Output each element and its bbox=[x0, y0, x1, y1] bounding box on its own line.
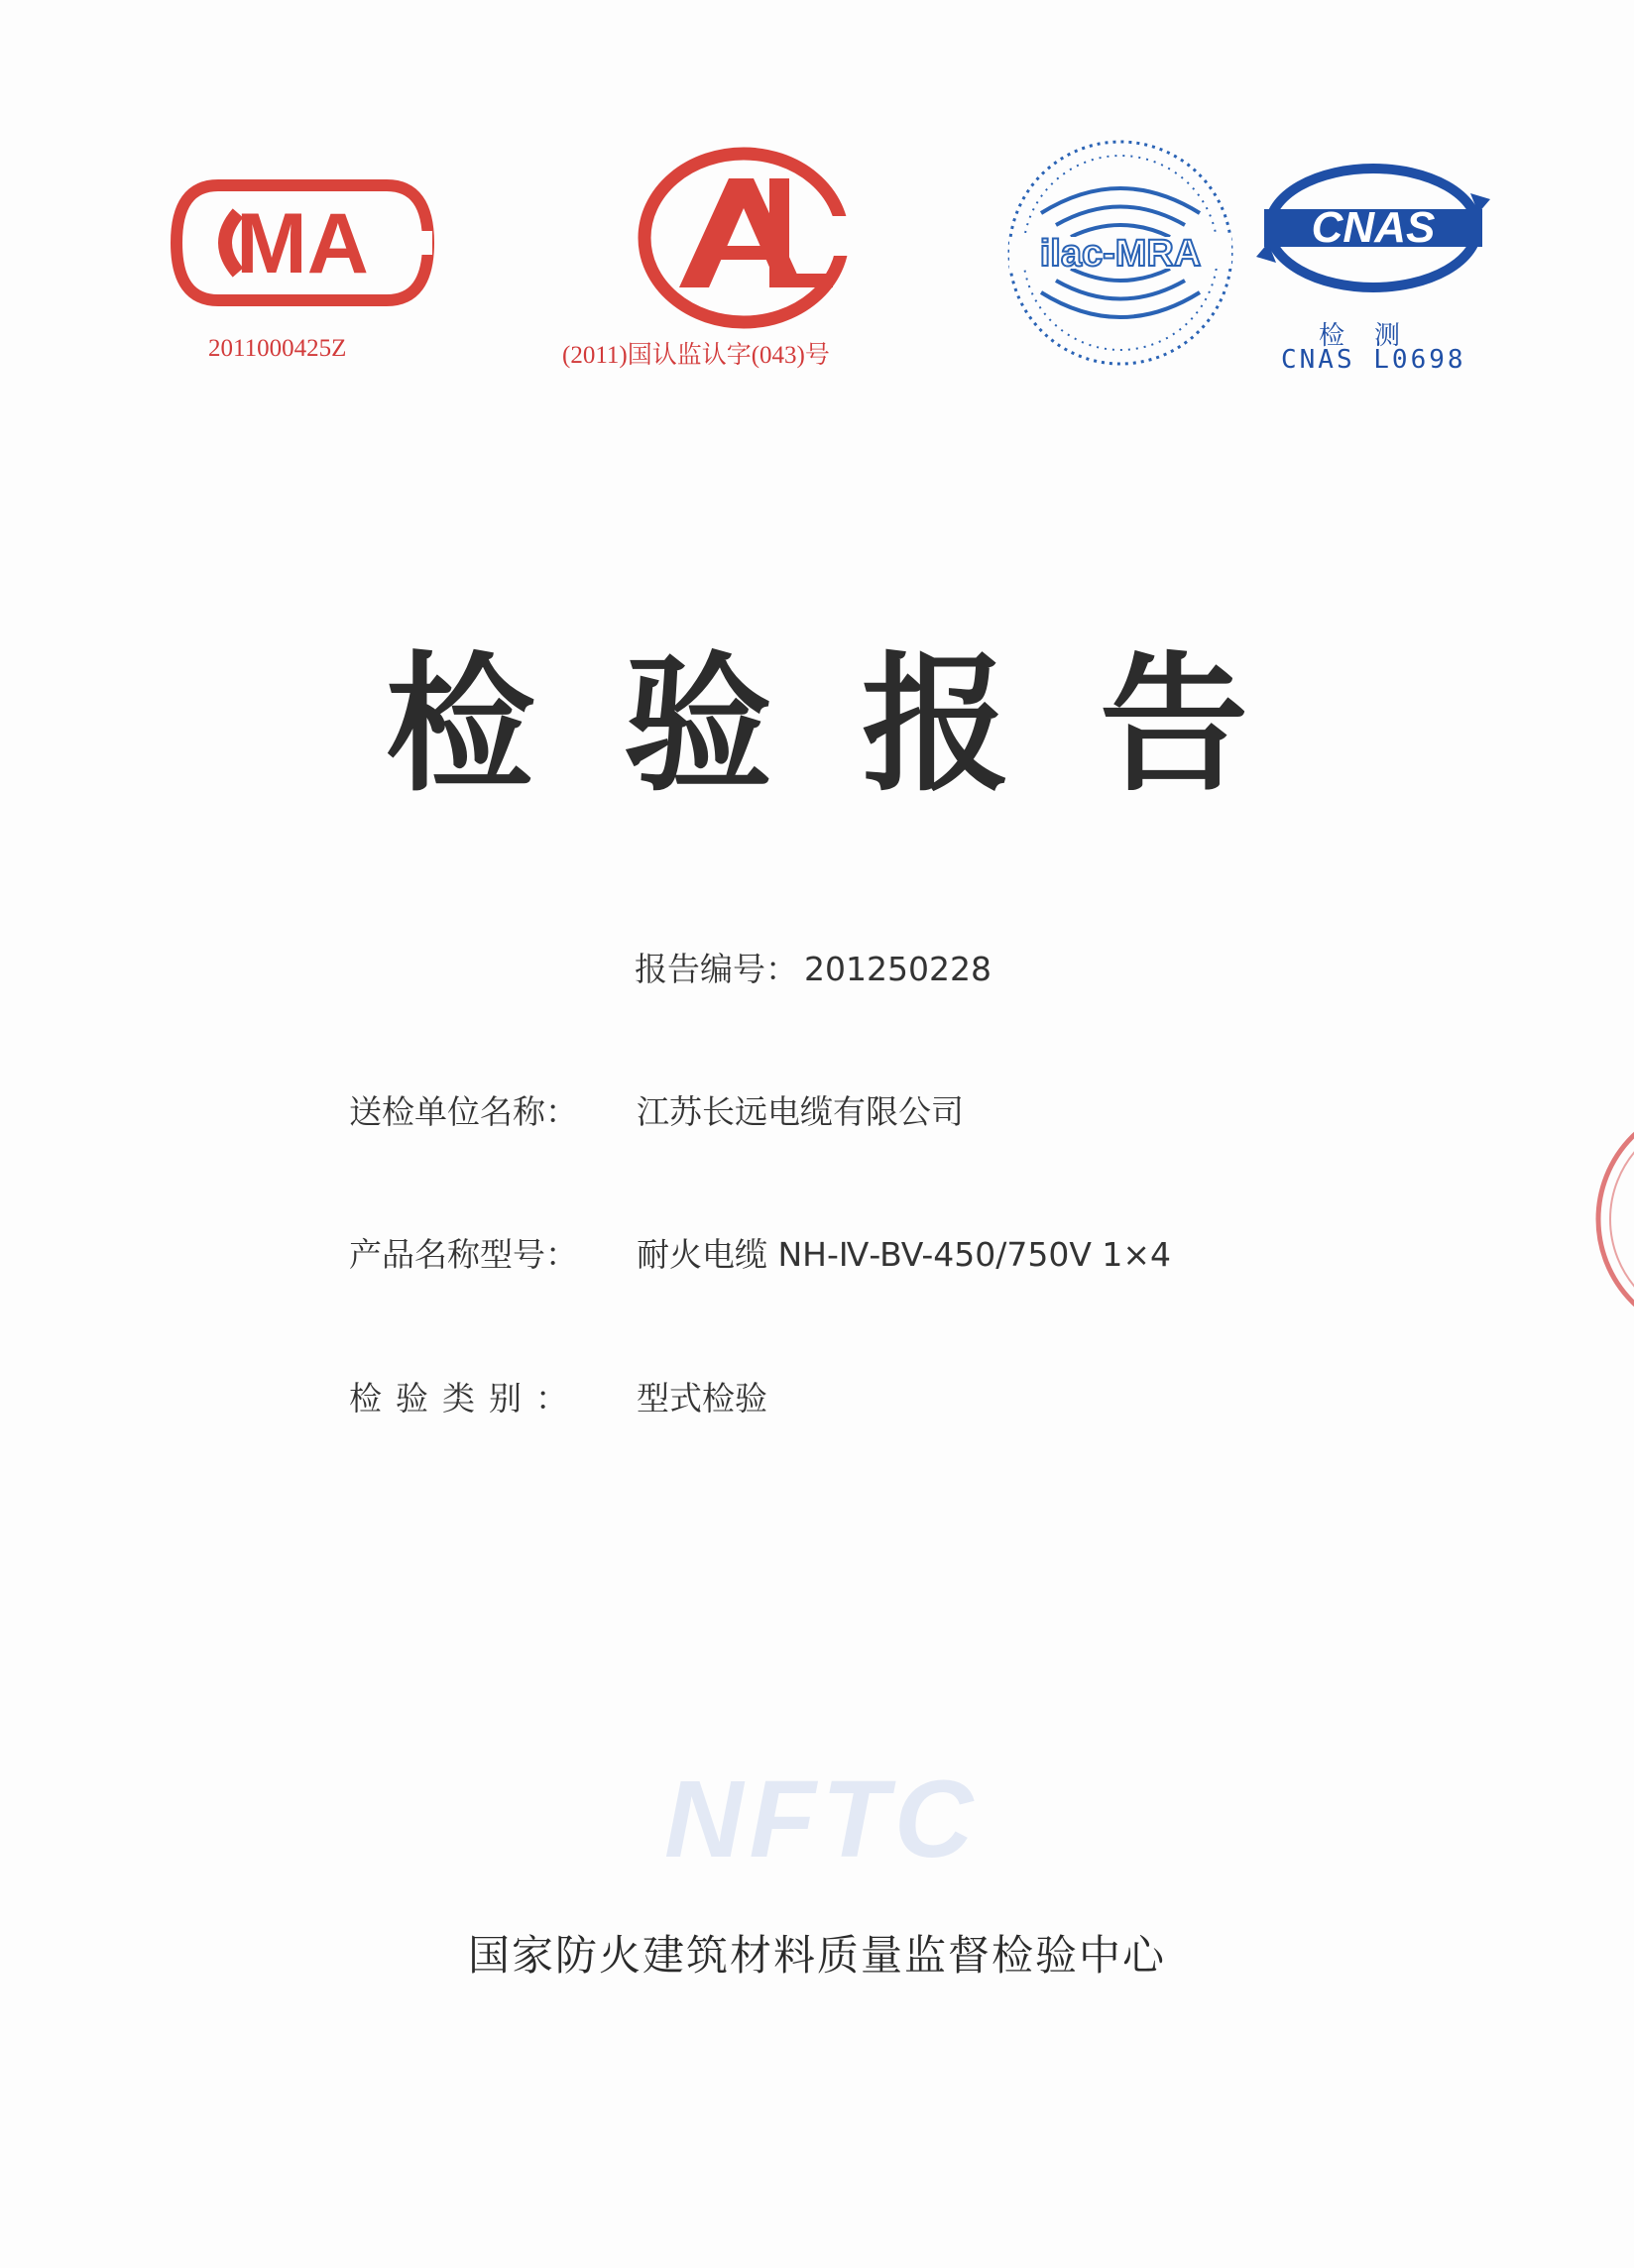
issuing-organization: 国家防火建筑材料质量监督检验中心 bbox=[467, 1931, 1166, 1980]
red-seal-stamp bbox=[1567, 1095, 1634, 1343]
ilac-mra-logo bbox=[1001, 134, 1239, 372]
field-label: 送检单位名称： bbox=[349, 1092, 578, 1131]
cma-license-number: 2011000425Z bbox=[208, 335, 347, 362]
svg-text:CNAS: CNAS bbox=[1311, 203, 1436, 252]
field-value: 耐火电缆 NH-Ⅳ-BV-450/750V 1×4 bbox=[637, 1235, 1172, 1274]
field-client bbox=[349, 1086, 964, 1133]
field-test-type bbox=[349, 1373, 767, 1419]
field-label: 产品名称型号： bbox=[349, 1235, 578, 1274]
report-number-line bbox=[635, 944, 992, 990]
cnas-accreditation-number: CNAS L0698 bbox=[1281, 345, 1466, 375]
page-title: 检验报告 bbox=[385, 639, 1338, 812]
cal-license-number: (2011)国认监认字(043)号 bbox=[562, 342, 830, 369]
svg-text:MA: MA bbox=[236, 196, 369, 291]
svg-text:ilac-MRA: ilac-MRA bbox=[1039, 233, 1202, 275]
nftc-watermark: NFTC bbox=[664, 1758, 980, 1880]
field-value: 江苏长远电缆有限公司 bbox=[637, 1092, 964, 1131]
field-label: 检验类别： bbox=[349, 1379, 582, 1418]
report-number-label: 报告编号： bbox=[635, 950, 798, 988]
cnas-subtitle-cn: 检测 bbox=[1319, 321, 1431, 351]
field-product bbox=[349, 1229, 1171, 1276]
report-number-value: 201250228 bbox=[804, 950, 992, 988]
field-value: 型式检验 bbox=[637, 1379, 767, 1418]
